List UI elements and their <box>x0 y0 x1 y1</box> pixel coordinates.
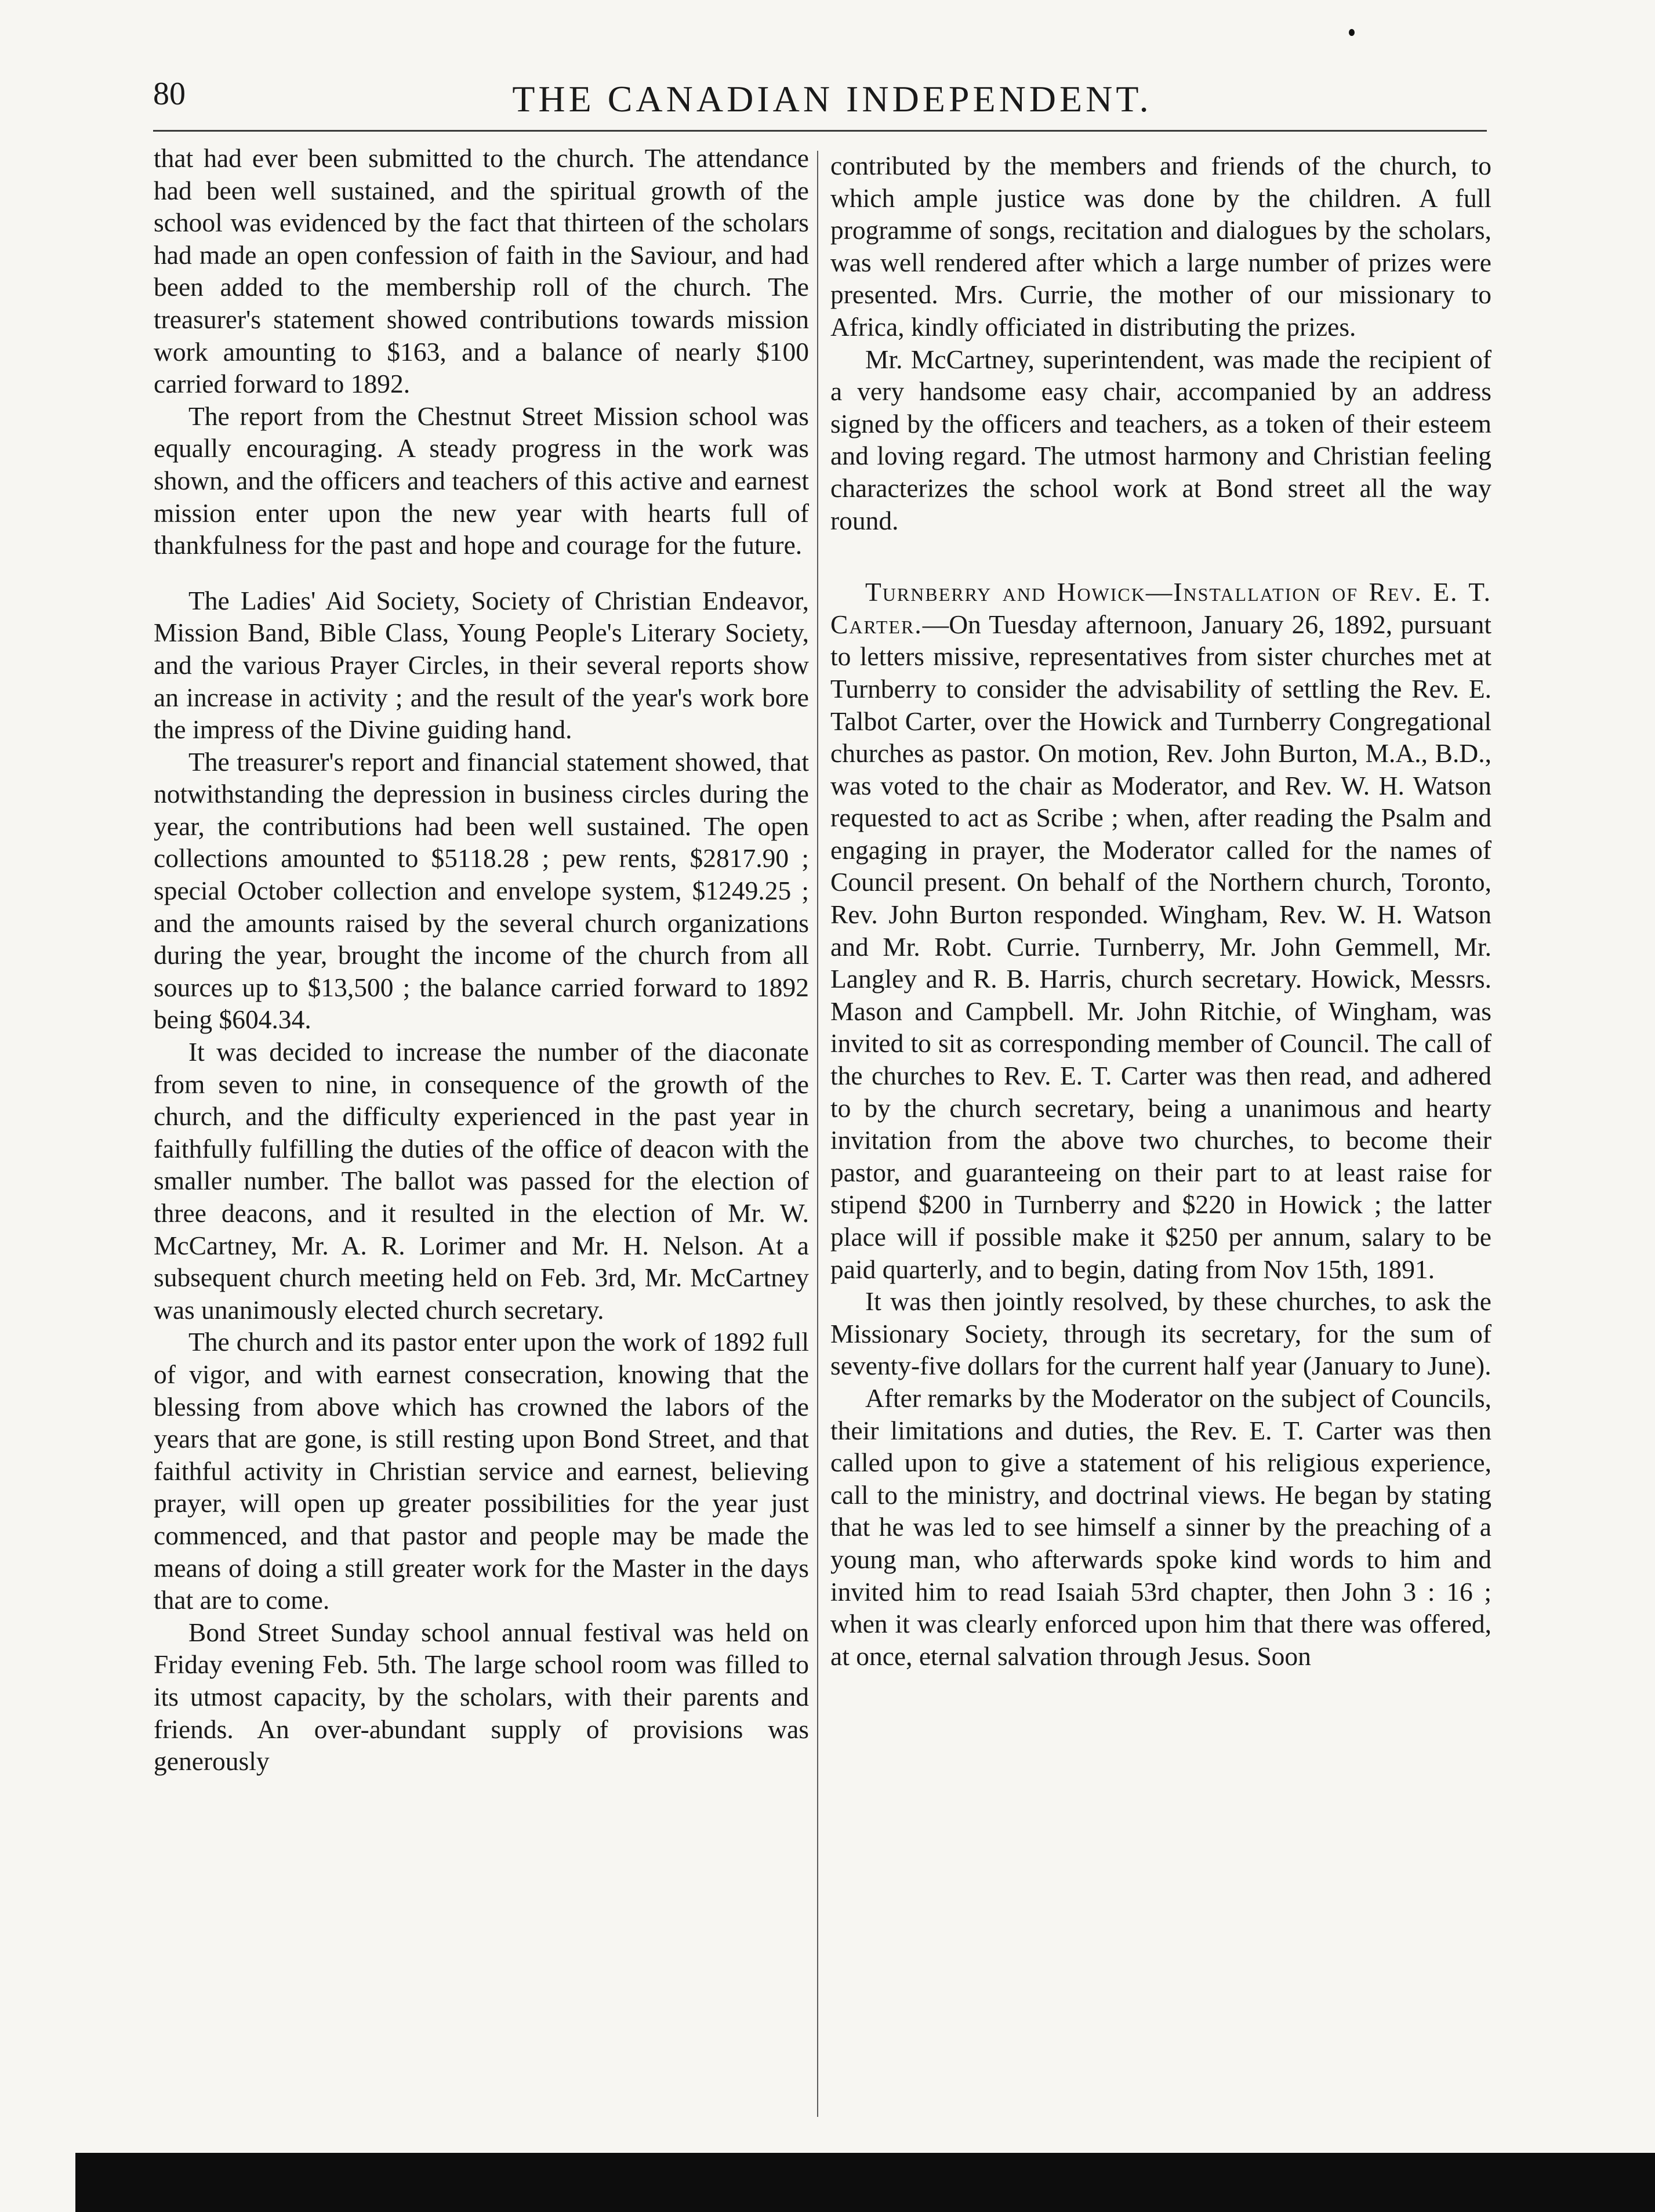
paragraph: The church and its pastor enter upon the work of 1892 full of vigor, and with earnest consecration, knowing that the blessing from above which has crowned the labors of the years that are gone, is still resting upon Bond Street, and that faithful activity in Christian service and earnest, believing prayer, will open up greater possibilities for the year just commenced, and that pastor and people may be made the means of doing a still greater work for the Master in the days that are to come. <box>154 1327 809 1615</box>
ink-speck <box>1349 29 1355 36</box>
page-number: 80 <box>153 76 186 112</box>
paragraph: contributed by the members and friends of the church, to which ample justice was done by the children. A full programme of songs, recitation and dialogues by the scholars, was well rendered after which a large number of prizes were presented. Mrs. Currie, the mother of our missionary to Africa, kindly officiated in distributing the prizes. <box>830 151 1491 342</box>
paragraph: Bond Street Sunday school annual festival was held on Friday evening Feb. 5th. The large school room was filled to its utmost capacity, by the scholars, with their parents and friends. An over-abundant supply of provisions was generously <box>154 1617 809 1776</box>
paragraph: Mr. McCartney, superintendent, was made the recipient of a very handsome easy chair, accompanied by an address signed by the officers and teachers, as a token of their esteem and loving regard. The utmost harmony and Christian feeling characterizes the school work at Bond street all the way round. <box>830 344 1491 535</box>
section-heading: Turnberry and Howick—Installation of Rev. E. T. Carter. <box>830 577 1491 639</box>
scan-bottom-band <box>75 2153 1655 2212</box>
paragraph: After remarks by the Moderator on the subject of Councils, their limitations and duties, the Rev. E. T. Carter was then called upon to give a statement of his religious experience, call to the ministry, and doctrinal views. He began by stating that he was led to see himself a sinner by the preaching of a young man, who afterwards spoke kind words to him and invited him to read Isaiah 53rd chapter, then John 3 : 16 ; when it was clearly enforced upon him that there was offered, at once, eternal salvation through Jesus. Soon <box>830 1383 1491 1671</box>
paragraph: The Ladies' Aid Society, Society of Christian Endeavor, Mission Band, Bible Class, Young People's Literary Society, and the various Prayer Circles, in their several reports show an increase in activity ; and the result of the year's work bore the impress of the Divine guiding hand. <box>154 585 809 745</box>
header-rule <box>153 130 1487 132</box>
paragraph: The report from the Chestnut Street Mission school was equally encouraging. A steady progress in the work was shown, and the officers and teachers of this active and earnest mission enter upon the new year with hearts full of thankfulness for the past and hope and courage for the future. <box>154 401 809 560</box>
right-column <box>830 150 1491 1672</box>
left-column <box>154 142 809 1778</box>
section-paragraph <box>830 576 1491 1285</box>
running-head-title: THE CANADIAN INDEPENDENT. <box>512 78 1152 119</box>
paragraph: The treasurer's report and financial statement showed, that notwithstanding the depression in business circles during the year, the contributions had been well sustained. The open collections amounted to $5118.28 ; pew rents, $2817.90 ; special October collection and envelope system, $1249.25 ; and the amounts raised by the several church organizations during the year, brought the income of the church from all sources up to $13,500 ; the balance carried forward to 1892 being $604.34. <box>154 746 809 1035</box>
paragraph: that had ever been submitted to the church. The attendance had been well sustained, and the spiritual growth of the school was evidenced by the fact that thirteen of the scholars had made an open confession of faith in the Saviour, and had been added to the membership roll of the church. The treasurer's statement showed contributions towards mission work amounting to $163, and a balance of nearly $100 carried forward to 1892. <box>154 143 809 399</box>
paragraph-text: —On Tuesday afternoon, January 26, 1892, pursuant to letters missive, representatives from sister churches met at Turnberry to consider the advisability of settling the Rev. E. Talbot Carter, over the Howick and Turnberry Congregational churches as pastor. On motion, Rev. John Burton, M.A., B.D., was voted to the chair as Moderator, and Rev. W. H. Watson requested to act as Scribe ; when, after reading the Psalm and engaging in prayer, the Moderator called for the names of Council present. On behalf of the Northern church, Toronto, Rev. John Burton responded. Wingham, Rev. W. H. Watson and Mr. Robt. Currie. Turnberry, Mr. John Gemmell, Mr. Langley and R. B. Harris, church secretary. Howick, Messrs. Mason and Campbell. Mr. John Ritchie, of Wingham, was invited to sit as corresponding member of Council. The call of the churches to Rev. E. T. Carter was then read, and adhered to by the church secretary, being a unanimous and hearty invitation from the above two churches, to become their pastor, and guaranteeing on their part to at least raise for stipend $200 in Turnberry and $220 in Howick ; the latter place will if possible make it $250 per annum, salary to be paid quarterly, and to begin, dating from Nov 15th, 1891. <box>830 609 1491 1284</box>
paragraph: It was then jointly resolved, by these churches, to ask the Missionary Society, through its secretary, for the sum of seventy-five dollars for the current half year (January to June). <box>830 1286 1491 1381</box>
paragraph: It was decided to increase the number of the diaconate from seven to nine, in consequence of the growth of the church, and the difficulty experienced in the past year in faithfully fulfilling the duties of the office of deacon with the smaller number. The ballot was passed for the election of three deacons, and it resulted in the election of Mr. W. McCartney, Mr. A. R. Lorimer and Mr. H. Nelson. At a subsequent church meeting held on Feb. 3rd, Mr. McCartney was unanimously elected church secretary. <box>154 1037 809 1325</box>
column-divider <box>817 151 818 2117</box>
